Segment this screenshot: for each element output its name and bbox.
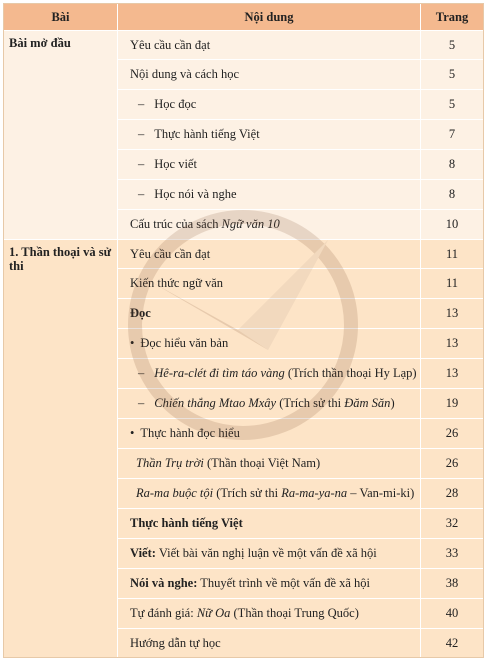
table-row[interactable] xyxy=(118,569,483,599)
table-row[interactable] xyxy=(118,210,483,239)
header-lesson: Bài xyxy=(4,4,118,30)
row-page: 38 xyxy=(421,569,483,598)
table-row[interactable] xyxy=(118,299,483,329)
dash-marker: – xyxy=(138,396,145,410)
row-label: Nói và nghe: xyxy=(130,576,198,590)
row-page: 13 xyxy=(421,359,483,388)
dash-marker: – xyxy=(138,187,145,201)
row-text-end: – Van-mi-ki) xyxy=(347,486,415,500)
table-row[interactable] xyxy=(118,509,483,539)
book-title: Ngữ văn 10 xyxy=(221,217,280,231)
row-text: Đọc xyxy=(130,306,151,320)
row-text: (Trích thần thoại Hy Lạp) xyxy=(284,366,417,380)
row-page: 19 xyxy=(421,389,483,418)
table-row[interactable] xyxy=(118,359,483,389)
row-text: Thực hành đọc hiểu xyxy=(140,426,240,440)
row-page: 5 xyxy=(421,90,483,119)
row-page: 8 xyxy=(421,150,483,179)
row-text: (Trích sử thi xyxy=(276,396,345,410)
row-text: Thực hành tiếng Việt xyxy=(154,127,260,141)
row-text: Thực hành tiếng Việt xyxy=(130,516,243,530)
dash-marker: – xyxy=(138,97,145,111)
table-row[interactable] xyxy=(118,31,483,60)
bullet-marker: • xyxy=(130,426,135,440)
row-text-end: (Thần thoại Trung Quốc) xyxy=(230,606,359,620)
table-row[interactable] xyxy=(118,90,483,120)
row-text: Cấu trúc của sách xyxy=(130,217,219,231)
row-page: 13 xyxy=(421,299,483,328)
row-text: Đọc hiểu văn bản xyxy=(140,336,229,350)
row-text: Học đọc xyxy=(154,97,197,111)
table-row[interactable] xyxy=(118,389,483,419)
row-text: Hướng dẫn tự học xyxy=(130,635,221,650)
row-page: 11 xyxy=(421,269,483,298)
row-page: 7 xyxy=(421,120,483,149)
row-page: 26 xyxy=(421,449,483,478)
row-page: 5 xyxy=(421,31,483,59)
row-page: 40 xyxy=(421,599,483,628)
section-intro xyxy=(4,31,483,239)
row-text: Yêu cầu cần đạt xyxy=(130,246,211,261)
dash-marker: – xyxy=(138,157,145,171)
row-page: 28 xyxy=(421,479,483,508)
table-row[interactable] xyxy=(118,120,483,150)
work-title: Hê-ra-clét đi tìm táo vàng xyxy=(154,366,285,380)
row-text: Viết bài văn nghị luận về một vấn đề xã hội xyxy=(155,546,377,560)
row-page: 10 xyxy=(421,210,483,239)
table-row[interactable] xyxy=(118,329,483,359)
row-text: Yêu cầu cần đạt xyxy=(130,37,211,52)
section-title: 1. Thần thoại và sử thi xyxy=(4,240,118,657)
work-title: Ra-ma buộc tội xyxy=(136,486,214,500)
row-text: Kiến thức ngữ văn xyxy=(130,276,224,290)
row-text: Tự đánh giá: xyxy=(130,606,197,620)
header-content: Nội dung xyxy=(118,4,421,30)
row-page: 13 xyxy=(421,329,483,358)
work-title: Thần Trụ trời xyxy=(136,456,204,470)
dash-marker: – xyxy=(138,366,145,380)
row-text: (Trích sử thi xyxy=(213,486,282,500)
row-page: 26 xyxy=(421,419,483,448)
table-row[interactable] xyxy=(118,449,483,479)
epic-title: Ra-ma-ya-na xyxy=(281,486,348,500)
work-title: Nữ Oa xyxy=(196,606,231,620)
table-row[interactable] xyxy=(118,269,483,299)
row-text-end: ) xyxy=(390,396,395,410)
table-header xyxy=(4,4,483,31)
header-page: Trang xyxy=(421,4,483,30)
table-row[interactable] xyxy=(118,150,483,180)
row-page: 33 xyxy=(421,539,483,568)
table-row[interactable] xyxy=(118,479,483,509)
bullet-marker: • xyxy=(130,336,135,350)
section-myths-epics xyxy=(4,240,483,657)
work-title: Chiến thắng Mtao Mxây xyxy=(154,396,277,410)
section-title: Bài mở đầu xyxy=(4,31,118,239)
row-text: Học viết xyxy=(154,157,197,171)
table-row[interactable] xyxy=(118,60,483,90)
row-label: Viết: xyxy=(130,546,156,560)
table-row[interactable] xyxy=(118,419,483,449)
row-page: 5 xyxy=(421,60,483,89)
table-row[interactable] xyxy=(118,180,483,210)
dash-marker: – xyxy=(138,127,145,141)
row-page: 42 xyxy=(421,629,483,657)
table-row[interactable] xyxy=(118,629,483,657)
table-row[interactable] xyxy=(118,539,483,569)
row-text: Nội dung và cách học xyxy=(130,67,239,81)
row-page: 11 xyxy=(421,240,483,268)
epic-title: Đăm Săn xyxy=(344,396,391,410)
table-of-contents xyxy=(3,3,484,658)
row-text: Học nói và nghe xyxy=(154,187,237,201)
table-row[interactable] xyxy=(118,240,483,269)
row-text: Thuyết trình về một vấn đề xã hội xyxy=(197,576,371,590)
row-page: 32 xyxy=(421,509,483,538)
table-row[interactable] xyxy=(118,599,483,629)
row-page: 8 xyxy=(421,180,483,209)
row-text: (Thần thoại Việt Nam) xyxy=(203,456,321,470)
